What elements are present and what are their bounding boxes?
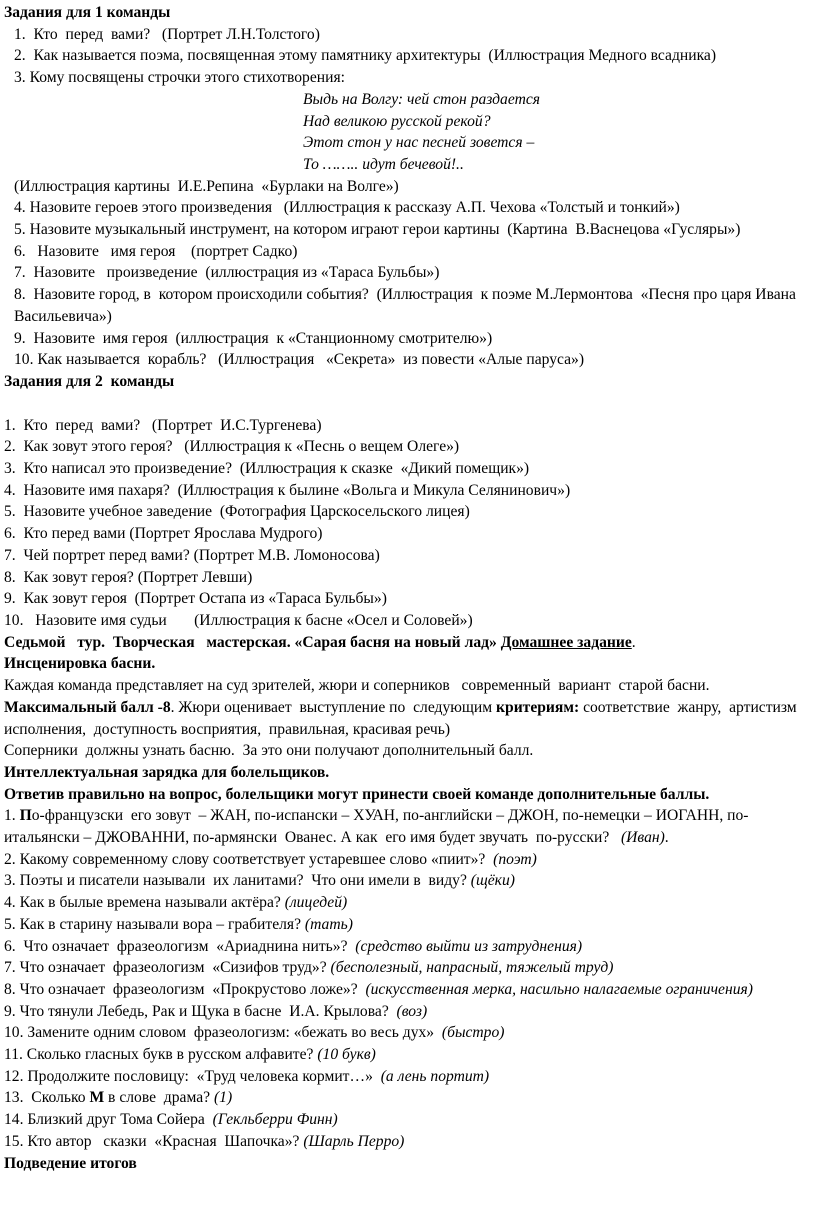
question-text: 10. Замените одним словом фразеологизм: «бежать во весь дух»: [4, 1024, 442, 1042]
question-answer: (1): [213, 1089, 233, 1107]
question-answer: (Иван): [620, 829, 665, 847]
team2-item-8: 8. Как зовут героя? (Портрет Левши): [4, 568, 253, 586]
question-text: 3. Поэты и писатели называли их ланитами? Что они имели в виду?: [4, 872, 471, 890]
homework-label: Домашнее задание: [500, 633, 632, 651]
tour7-heading-line: [4, 632, 810, 654]
poem-caption: (Иллюстрация картины И.Е.Репина «Бурлаки на Волге»): [14, 177, 399, 195]
team2-item-10: 10. Назовите имя судьи (Иллюстрация к басне «Осел и Соловей»): [4, 611, 473, 629]
question-answer: (а лень портит): [380, 1067, 490, 1085]
question-initial: П: [19, 807, 32, 825]
question-bold-letter: М: [89, 1089, 105, 1107]
question-text: 12. Продолжите пословицу: «Труд человека кормит…»: [4, 1067, 381, 1085]
warmup-question: [4, 870, 810, 892]
summary-heading: Подведение итогов: [4, 1154, 137, 1172]
question-text: 14. Близкий друг Тома Сойера: [4, 1111, 213, 1129]
question-text: 4. Как в былые времена называли актёра?: [4, 894, 285, 912]
question-text: 9. Что тянули Лебедь, Рак и Щука в басне И.А. Крылова?: [4, 1002, 397, 1020]
team1-item-4: 4. Назовите героев этого произведения (Иллюстрация к рассказу А.П. Чехова «Толстый и тонкий»): [14, 199, 680, 217]
tour7-subheading: Инсценировка басни.: [4, 655, 156, 673]
spacer: [4, 393, 810, 415]
warmup-question: [4, 1131, 810, 1153]
warmup-question-1: [4, 805, 810, 848]
team1-item-6: 6. Назовите имя героя (портрет Садко): [14, 242, 298, 260]
team2-item-1: 1. Кто перед вами? (Портрет И.С.Тургенева): [4, 416, 322, 434]
team1-item-7: 7. Назовите произведение (иллюстрация из «Тараса Бульбы»): [14, 264, 440, 282]
team2-item-2: 2. Как зовут этого героя? (Иллюстрация к «Песнь о вещем Олеге»): [4, 438, 460, 456]
warmup-question: [4, 1066, 810, 1088]
question-answer: (Шарль Перро): [303, 1132, 405, 1150]
warmup-questions: [4, 849, 810, 1088]
question-text: 13. Сколько: [4, 1089, 90, 1107]
warmup-subheading: Ответив правильно на вопрос, болельщики могут принести своей команде дополнительные баллы.: [4, 785, 710, 803]
question-answer: (лицедей): [284, 894, 348, 912]
question-text: 5. Как в старину называли вора – грабителя?: [4, 915, 305, 933]
question-text: 15. Кто автор сказки «Красная Шапочка»?: [4, 1132, 304, 1150]
poem-stanza: [4, 89, 810, 176]
team1-item-10: 10. Как называется корабль? (Иллюстрация «Секрета» из повести «Алые паруса»): [14, 351, 585, 369]
question-text: 11. Сколько гласных букв в русском алфавите?: [4, 1046, 318, 1064]
max-score: Максимальный балл -8: [4, 698, 171, 716]
warmup-question: [4, 1044, 810, 1066]
tour7-text: соответствие жанру, артистизм исполнения, доступность восприятия, правильная, красивая речь): [4, 698, 805, 738]
question-text: 7. Что означает фразеологизм «Сизифов труд»?: [4, 959, 331, 977]
team2-item-5: 5. Назовите учебное заведение (Фотография Царскосельского лицея): [4, 503, 470, 521]
tour7-period: .: [631, 633, 636, 651]
team1-item-5: 5. Назовите музыкальный инструмент, на котором играют герои картины (Картина В.Васнецова «Гусляры»): [14, 221, 741, 239]
team1-item-3: 3. Кому посвящены строчки этого стихотворения:: [14, 69, 345, 87]
warmup-question: [4, 1109, 810, 1131]
question-answer: (Гекльберри Финн): [212, 1111, 338, 1129]
warmup-question: [4, 849, 810, 871]
warmup-questions-2: [4, 1109, 810, 1152]
tour7-text: Каждая команда представляет на суд зрителей, жюри и соперников современный вариант старой басни.: [4, 677, 722, 695]
warmup-question: [4, 892, 810, 914]
poem-line: То …….. идут бечевой!..: [303, 155, 464, 173]
warmup-question: [4, 957, 810, 979]
question-answer: (быстро): [441, 1024, 505, 1042]
question-text: 2. Какому современному слову соответствует устаревшее слово «пиит»?: [4, 850, 494, 868]
question-answer: (поэт): [493, 850, 537, 868]
tour7-text: . Жюри оценивает выступление по следующим: [170, 698, 497, 716]
poem-line: Выдь на Волгу: чей стон раздается: [303, 90, 540, 108]
team2-item-6: 6. Кто перед вами (Портрет Ярослава Мудрого): [4, 525, 323, 543]
criteria-label: критериям:: [496, 698, 580, 716]
warmup-heading: Интеллектуальная зарядка для болельщиков.: [4, 763, 330, 781]
poem-line: Над великою русской рекой?: [303, 112, 491, 130]
tour7-paragraph-2: Соперники должны узнать басню. За это они получают дополнительный балл.: [4, 742, 534, 760]
tour7-heading: Седьмой тур. Творческая мастерская. «Сарая басня на новый лад»: [4, 633, 497, 651]
team2-heading: Задания для 2 команды: [4, 372, 175, 390]
tour7-paragraph: [4, 675, 810, 740]
question-end: .: [664, 829, 669, 847]
question-text: о-французски его зовут – ЖАН, по-испански – ХУАН, по-английски – ДЖОН, по-немецки – ИОГАНН, по-итальянски – ДЖОВАННИ, по-армянски Ованес. А как его имя будет звучать по-русски?: [4, 807, 749, 847]
warmup-question-13: [4, 1087, 810, 1109]
question-text: в слове драма?: [104, 1089, 214, 1107]
warmup-question: [4, 979, 810, 1001]
warmup-question: [4, 914, 810, 936]
team1-item-2: 2. Как называется поэма, посвященная этому памятнику архитектуры (Иллюстрация Медного всадника): [14, 47, 717, 65]
question-answer: (бесполезный, напрасный, тяжелый труд): [330, 959, 614, 977]
question-text: 8. Что означает фразеологизм «Прокрустово ложе»?: [4, 980, 366, 998]
warmup-question: [4, 1001, 810, 1023]
team1-item-8: 8. Назовите город, в котором происходили события? (Иллюстрация к поэме М.Лермонтова «Песня про царя Ивана Васильевича»): [14, 286, 800, 325]
question-answer: (щёки): [470, 872, 515, 890]
team2-item-4: 4. Назовите имя пахаря? (Иллюстрация к былине «Вольга и Микула Селянинович»): [4, 481, 571, 499]
question-answer: (средство выйти из затруднения): [355, 937, 583, 955]
team2-item-3: 3. Кто написал это произведение? (Иллюстрация к сказке «Дикий помещик»): [4, 460, 530, 478]
warmup-question: [4, 1022, 810, 1044]
question-answer: (тать): [304, 915, 353, 933]
team1-heading: Задания для 1 команды: [4, 4, 171, 21]
question-text: 6. Что означает фразеологизм «Ариаднина нить»?: [4, 937, 356, 955]
team1-item-9: 9. Назовите имя героя (иллюстрация к «Станционному смотрителю»): [14, 329, 493, 347]
warmup-question: [4, 936, 810, 958]
team2-item-9: 9. Как зовут героя (Портрет Остапа из «Тараса Бульбы»): [4, 590, 387, 608]
question-answer: (10 букв): [317, 1046, 376, 1064]
team2-item-7: 7. Чей портрет перед вами? (Портрет М.В. Ломоносова): [4, 546, 380, 564]
question-answer: (воз): [396, 1002, 428, 1020]
team1-item-1: 1. Кто перед вами? (Портрет Л.Н.Толстого): [14, 25, 320, 43]
poem-line: Этот стон у нас песней зовется –: [303, 134, 535, 152]
question-number: 1.: [4, 807, 20, 825]
question-answer: (искусственная мерка, насильно налагаемые ограничения): [365, 980, 753, 998]
